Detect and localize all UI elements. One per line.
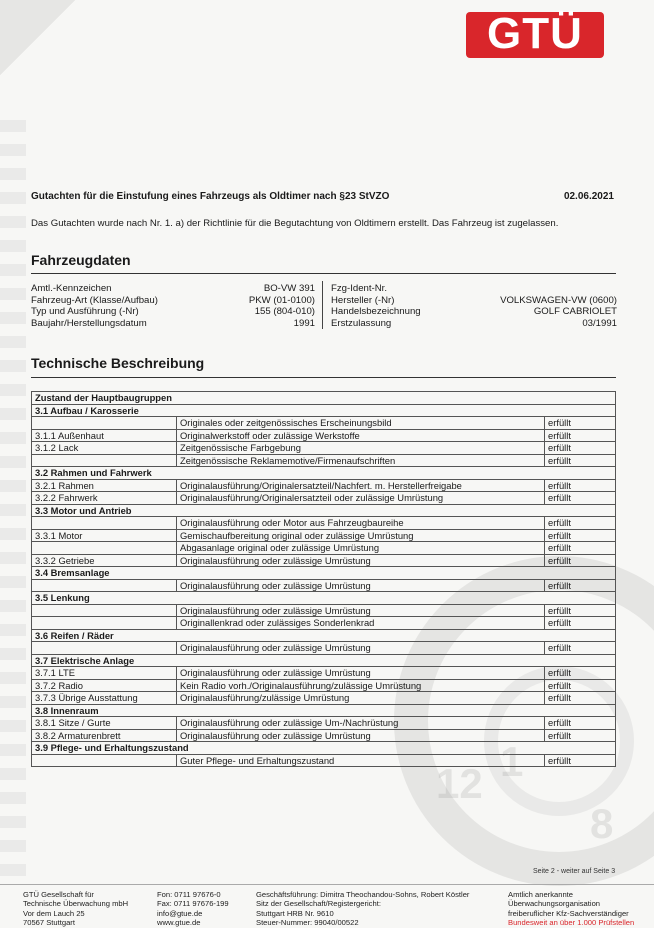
table-cell-status: erfüllt bbox=[545, 754, 616, 767]
table-cell-subgroup bbox=[32, 642, 177, 655]
table-cell-criterion: Originalausführung oder zulässige Umrüstung bbox=[177, 667, 545, 680]
table-cell-criterion: Originalausführung oder zulässige Umrüstung bbox=[177, 642, 545, 655]
footer-line: Geschäftsführung: Dimitra Theochandou-Sohns, Robert Köstler bbox=[256, 890, 470, 899]
table-cell-criterion: Zeitgenössische Farbgebung bbox=[177, 442, 545, 455]
footer-contact bbox=[157, 890, 229, 928]
vehicle-field-row bbox=[31, 283, 315, 295]
table-row bbox=[32, 717, 616, 730]
vehicle-field-row bbox=[31, 318, 315, 330]
vehicle-field-row bbox=[31, 306, 315, 318]
footer-line: Technische Überwachung mbH bbox=[23, 899, 129, 909]
intro-text: Das Gutachten wurde nach Nr. 1. a) der Richtlinie für die Begutachtung von Oldtimern erstellt. Das Fahrzeug ist zugelassen. bbox=[31, 218, 559, 229]
footer-line: Fax: 0711 97676-199 bbox=[157, 899, 229, 909]
table-row bbox=[32, 592, 616, 605]
table-row bbox=[32, 554, 616, 567]
footer-line: info@gtue.de bbox=[157, 908, 203, 918]
footer-line: Vor dem Lauch 25 bbox=[23, 908, 85, 918]
section-heading-vehicle: Fahrzeugdaten bbox=[31, 252, 131, 268]
table-section-title: 3.4 Bremsanlage bbox=[32, 567, 616, 580]
table-cell-criterion: Originalausführung oder zulässige Um-/Nachrüstung bbox=[177, 717, 545, 730]
table-cell-status: erfüllt bbox=[545, 692, 616, 705]
table-cell-status: erfüllt bbox=[545, 617, 616, 630]
watermark-seal-mark: 8 bbox=[590, 800, 614, 847]
table-cell-status: erfüllt bbox=[545, 679, 616, 692]
watermark-seal-mark: 1 bbox=[500, 738, 524, 785]
table-row bbox=[32, 417, 616, 430]
table-cell-status: erfüllt bbox=[545, 729, 616, 742]
page-note: Seite 2 - weiter auf Seite 3 bbox=[533, 868, 616, 875]
table-cell-subgroup bbox=[32, 604, 177, 617]
footer-line: www.gtue.de bbox=[157, 918, 201, 928]
vehicle-field-label: Baujahr/Herstellungsdatum bbox=[31, 317, 147, 329]
table-cell-criterion: Abgasanlage original oder zulässige Umrüstung bbox=[177, 542, 545, 555]
table-cell-status: erfüllt bbox=[545, 417, 616, 430]
vehicle-data-right bbox=[331, 283, 617, 329]
footer-line: Fon: 0711 97676-0 bbox=[157, 890, 221, 899]
vehicle-data-left bbox=[31, 283, 315, 329]
table-row bbox=[32, 617, 616, 630]
table-row bbox=[32, 442, 616, 455]
vehicle-field-row bbox=[331, 306, 617, 318]
footer-line: Überwachungsorganisation bbox=[508, 899, 601, 909]
table-section-title: 3.9 Pflege- und Erhaltungszustand bbox=[32, 742, 616, 755]
table-section-title: 3.5 Lenkung bbox=[32, 592, 616, 605]
table-cell-subgroup: 3.2.1 Rahmen bbox=[32, 479, 177, 492]
table-cell-status: erfüllt bbox=[545, 554, 616, 567]
vehicle-field-label: Fzg-Ident-Nr. bbox=[331, 283, 387, 294]
vehicle-field-row bbox=[331, 295, 617, 307]
table-cell-status: erfüllt bbox=[545, 492, 616, 505]
vehicle-field-label: Handelsbezeichnung bbox=[331, 306, 421, 317]
vehicle-field-value: VOLKSWAGEN-VW (0600) bbox=[500, 294, 617, 306]
table-cell-subgroup bbox=[32, 754, 177, 767]
table-cell-subgroup: 3.2.2 Fahrwerk bbox=[32, 492, 177, 505]
table-section-title: 3.2 Rahmen und Fahrwerk bbox=[32, 467, 616, 480]
table-cell-criterion: Originallenkrad oder zulässiges Sonderlenkrad bbox=[177, 617, 545, 630]
table-row bbox=[32, 692, 616, 705]
table-cell-criterion: Originalausführung oder zulässige Umrüstung bbox=[177, 554, 545, 567]
table-cell-criterion: Gemischaufbereitung original oder zulässige Umrüstung bbox=[177, 529, 545, 542]
footer-line: Steuer-Nummer: 99040/00522 bbox=[256, 918, 359, 928]
table-cell-criterion: Originalausführung/Originalersatzteil oder zulässige Umrüstung bbox=[177, 492, 545, 505]
footer-accreditation bbox=[508, 890, 634, 928]
footer-line: Amtlich anerkannte bbox=[508, 890, 574, 899]
vehicle-field-label: Hersteller (-Nr) bbox=[331, 294, 395, 306]
table-cell-status: erfüllt bbox=[545, 454, 616, 467]
footer-company bbox=[23, 890, 128, 928]
table-cell-criterion: Originalwerkstoff oder zulässige Werkstoffe bbox=[177, 429, 545, 442]
table-row bbox=[32, 529, 616, 542]
table-cell-subgroup bbox=[32, 579, 177, 592]
vehicle-field-label: Fahrzeug-Art (Klasse/Aufbau) bbox=[31, 294, 158, 306]
table-row bbox=[32, 729, 616, 742]
table-section-title: 3.6 Reifen / Räder bbox=[32, 629, 616, 642]
footer-line: Stuttgart HRB Nr. 9610 bbox=[256, 908, 334, 918]
table-cell-criterion: Originalausführung/zulässige Umrüstung bbox=[177, 692, 545, 705]
footer-line: Bundesweit an über 1.000 Prüfstellen bbox=[508, 918, 635, 928]
vehicle-field-row bbox=[31, 295, 315, 307]
table-row bbox=[32, 704, 616, 717]
table-cell-subgroup: 3.3.1 Motor bbox=[32, 529, 177, 542]
table-cell-criterion: Originales oder zeitgenössisches Erscheinungsbild bbox=[177, 417, 545, 430]
table-cell-subgroup bbox=[32, 617, 177, 630]
divider bbox=[31, 377, 616, 378]
footer-line: freiberuflicher Kfz-Sachverständiger bbox=[508, 908, 629, 918]
table-cell-criterion: Originalausführung oder Motor aus Fahrzeugbaureihe bbox=[177, 517, 545, 530]
table-row bbox=[32, 642, 616, 655]
table-cell-status: erfüllt bbox=[545, 579, 616, 592]
footer bbox=[0, 884, 654, 926]
vehicle-field-value: 1991 bbox=[293, 317, 315, 329]
vehicle-field-label: Typ und Ausführung (-Nr) bbox=[31, 306, 139, 317]
table-cell-criterion: Guter Pflege- und Erhaltungszustand bbox=[177, 754, 545, 767]
table-section-title: 3.8 Innenraum bbox=[32, 704, 616, 717]
table-row bbox=[32, 454, 616, 467]
table-row bbox=[32, 654, 616, 667]
vehicle-field-value: 155 (804-010) bbox=[254, 306, 315, 317]
table-row bbox=[32, 392, 616, 405]
table-row bbox=[32, 629, 616, 642]
table-cell-status: erfüllt bbox=[545, 442, 616, 455]
table-row bbox=[32, 579, 616, 592]
footer-line: Sitz der Gesellschaft/Registergericht: bbox=[256, 899, 381, 909]
table-cell-criterion: Kein Radio vorh./Originalausführung/zulässige Umrüstung bbox=[177, 679, 545, 692]
table-row bbox=[32, 604, 616, 617]
brand-logo: GTÜ bbox=[487, 9, 583, 58]
table-cell-subgroup bbox=[32, 454, 177, 467]
technical-table bbox=[31, 391, 616, 767]
document-title: Gutachten für die Einstufung eines Fahrzeugs als Oldtimer nach §23 StVZO bbox=[31, 191, 390, 202]
table-cell-status: erfüllt bbox=[545, 479, 616, 492]
vehicle-field-row bbox=[331, 283, 617, 295]
table-cell-criterion: Zeitgenössische Reklamemotive/Firmenaufschriften bbox=[177, 454, 545, 467]
table-cell-status: erfüllt bbox=[545, 429, 616, 442]
table-cell-status: erfüllt bbox=[545, 604, 616, 617]
table-cell-status: erfüllt bbox=[545, 542, 616, 555]
table-row bbox=[32, 754, 616, 767]
table-cell-subgroup: 3.3.2 Getriebe bbox=[32, 554, 177, 567]
table-row bbox=[32, 479, 616, 492]
table-row bbox=[32, 404, 616, 417]
table-cell-subgroup: 3.7.2 Radio bbox=[32, 679, 177, 692]
table-cell-criterion: Originalausführung oder zulässige Umrüstung bbox=[177, 604, 545, 617]
vehicle-field-value: BO-VW 391 bbox=[263, 283, 315, 294]
table-row bbox=[32, 517, 616, 530]
table-cell-subgroup bbox=[32, 417, 177, 430]
table-cell-subgroup: 3.7.1 LTE bbox=[32, 667, 177, 680]
table-cell-status: erfüllt bbox=[545, 667, 616, 680]
table-cell-status: erfüllt bbox=[545, 717, 616, 730]
footer-divider bbox=[0, 884, 654, 885]
table-cell-subgroup: 3.8.2 Armaturenbrett bbox=[32, 729, 177, 742]
table-section-title: 3.1 Aufbau / Karosserie bbox=[32, 404, 616, 417]
table-cell-criterion: Originalausführung/Originalersatzteil/Nachfert. m. Herstellerfreigabe bbox=[177, 479, 545, 492]
table-cell-status: erfüllt bbox=[545, 517, 616, 530]
table-row bbox=[32, 467, 616, 480]
document-date: 02.06.2021 bbox=[563, 191, 614, 202]
divider bbox=[31, 273, 616, 274]
table-cell-status: erfüllt bbox=[545, 642, 616, 655]
section-heading-technical: Technische Beschreibung bbox=[31, 355, 205, 371]
table-row bbox=[32, 429, 616, 442]
table-cell-status: erfüllt bbox=[545, 529, 616, 542]
table-group-title: Zustand der Hauptbaugruppen bbox=[32, 392, 616, 405]
table-cell-subgroup: 3.8.1 Sitze / Gurte bbox=[32, 717, 177, 730]
vehicle-field-value: PKW (01-0100) bbox=[248, 294, 315, 306]
table-row bbox=[32, 667, 616, 680]
table-section-title: 3.7 Elektrische Anlage bbox=[32, 654, 616, 667]
vehicle-field-value: GOLF CABRIOLET bbox=[533, 306, 617, 317]
table-cell-subgroup: 3.1.1 Außenhaut bbox=[32, 429, 177, 442]
vehicle-field-label: Erstzulassung bbox=[331, 317, 392, 329]
watermark-seal-mark: 12 bbox=[436, 760, 483, 807]
watermark-corner bbox=[0, 0, 140, 110]
table-cell-subgroup: 3.7.3 Übrige Ausstattung bbox=[32, 692, 177, 705]
table-section-title: 3.3 Motor und Antrieb bbox=[32, 504, 616, 517]
footer-management bbox=[256, 890, 469, 928]
table-row bbox=[32, 542, 616, 555]
vehicle-data-divider bbox=[322, 281, 323, 329]
vehicle-field-value: 03/1991 bbox=[582, 317, 617, 329]
vehicle-field-row bbox=[331, 318, 617, 330]
table-cell-criterion: Originalausführung oder zulässige Umrüstung bbox=[177, 579, 545, 592]
table-row bbox=[32, 567, 616, 580]
watermark-strip bbox=[0, 120, 26, 880]
table-cell-subgroup: 3.1.2 Lack bbox=[32, 442, 177, 455]
footer-line: 70567 Stuttgart bbox=[23, 918, 75, 928]
table-cell-criterion: Originalausführung oder zulässige Umrüstung bbox=[177, 729, 545, 742]
table-row bbox=[32, 492, 616, 505]
table-cell-subgroup bbox=[32, 517, 177, 530]
table-row bbox=[32, 742, 616, 755]
table-cell-subgroup bbox=[32, 542, 177, 555]
footer-line: GTÜ Gesellschaft für bbox=[23, 890, 94, 899]
table-row bbox=[32, 504, 616, 517]
vehicle-field-label: Amtl.-Kennzeichen bbox=[31, 283, 112, 294]
table-row bbox=[32, 679, 616, 692]
